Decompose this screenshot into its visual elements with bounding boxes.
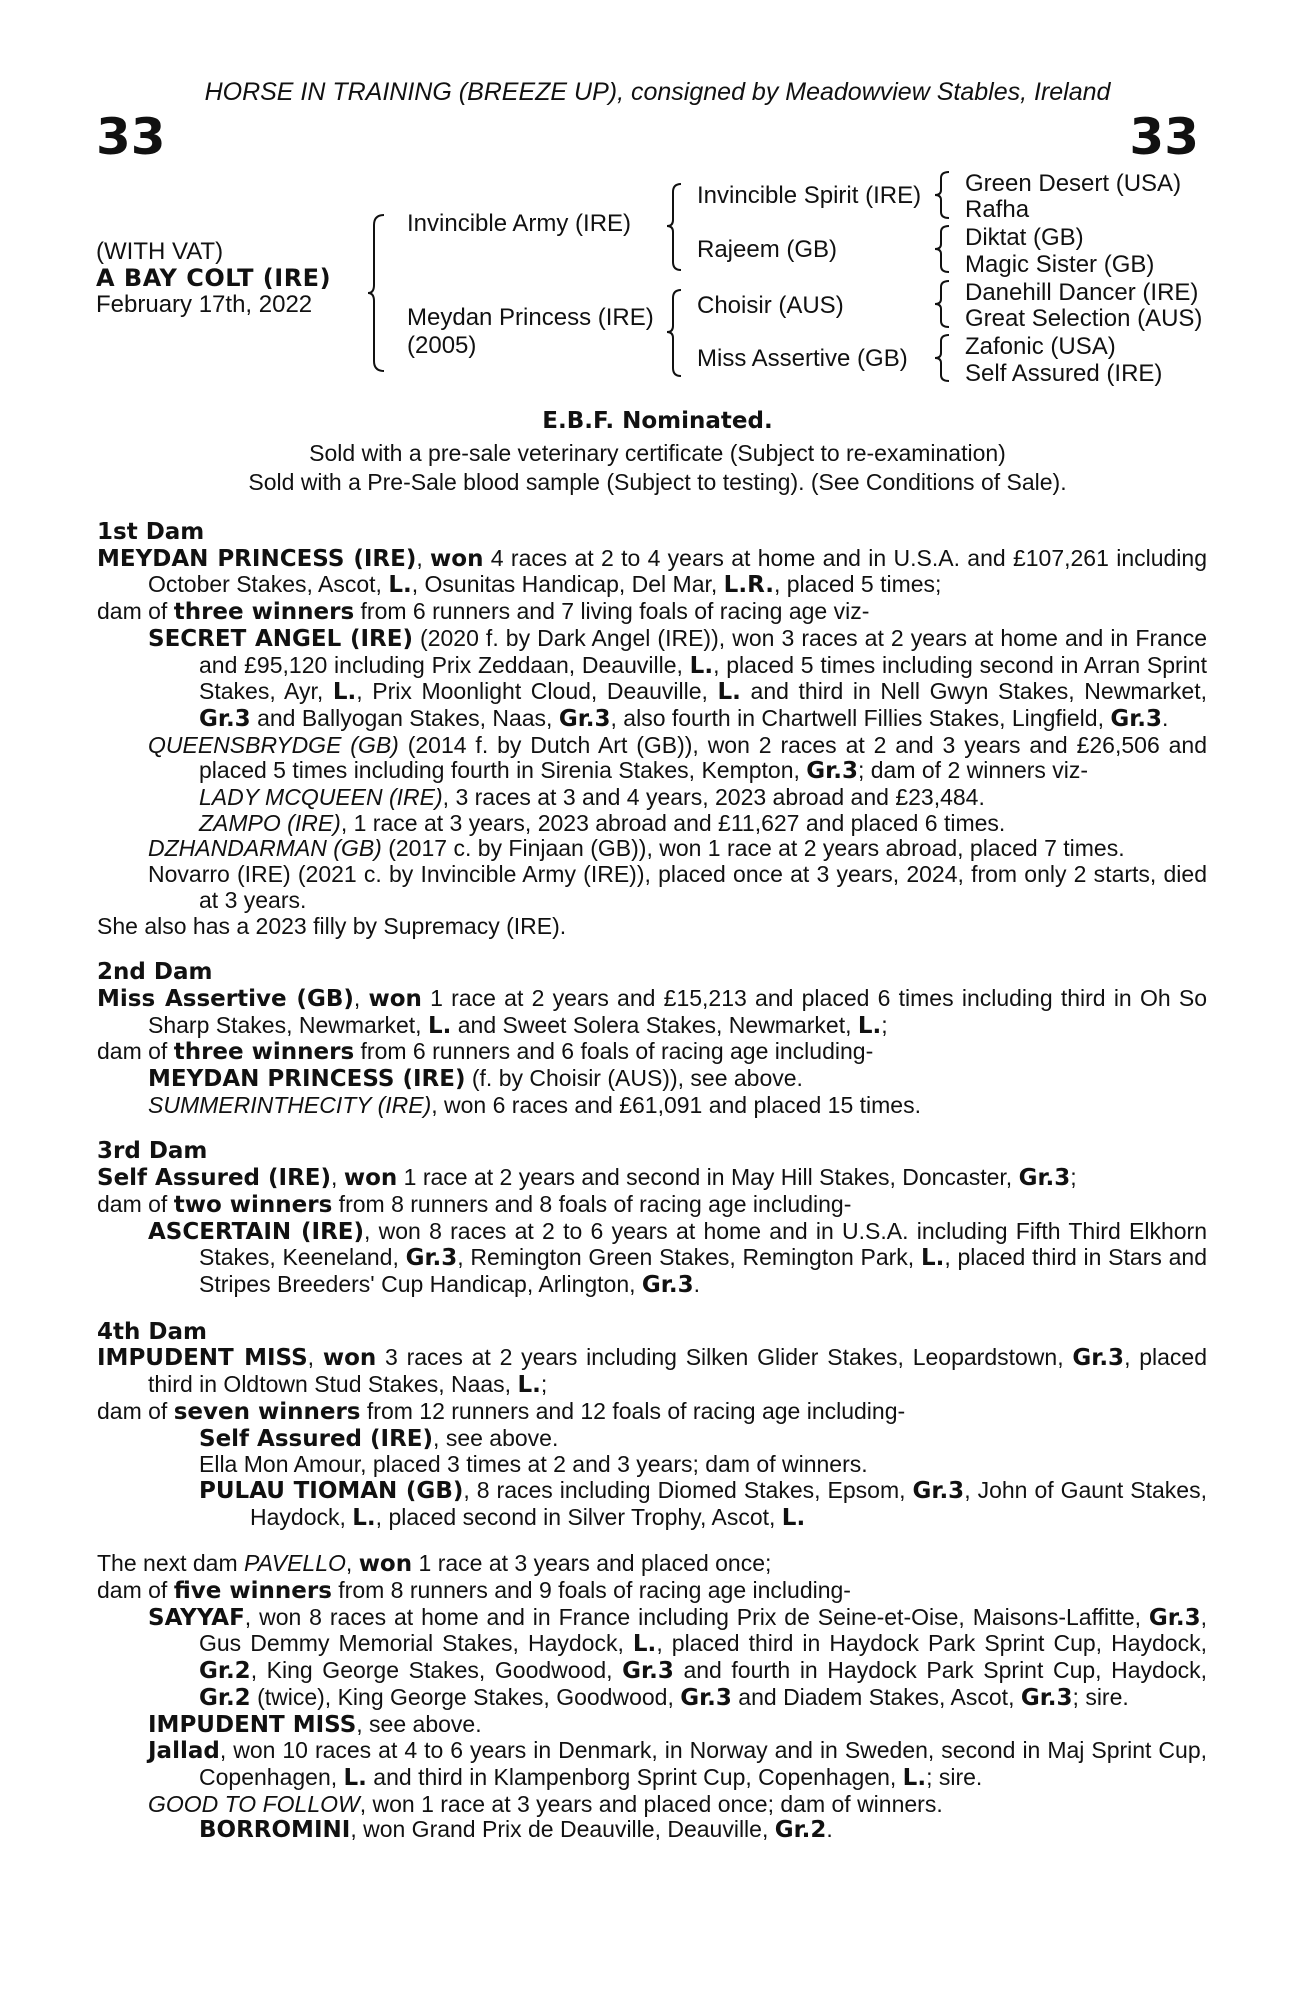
dam-entry: Miss Assertive (GB), won 1 race at 2 years and £15,213 and placed 6 times including third in Oh So Sharp Stakes, Newmarket, L. and Sweet Solera Stakes, Newmarket, L.; [97,984,1207,1039]
dam-entry: MEYDAN PRINCESS (IRE), won 4 races at 2 to 4 years at home and in U.S.A. and £107,261 including October Stakes, Ascot, L., Osunitas Handicap, Del Mar, L.R., placed 5 times; [97,544,1207,599]
lot-number-right: 33 [1129,108,1199,166]
pedigree-dam-year: (2005) [407,332,477,359]
dam-entry: Self Assured (IRE), won 1 race at 2 years and second in May Hill Stakes, Doncaster, Gr.3; [97,1164,1077,1192]
blood-sample-note: Sold with a Pre-Sale blood sample (Subject to testing). (See Conditions of Sale). [248,469,1067,495]
catalogue-heading: HORSE IN TRAINING (BREEZE UP), consigned by Meadowview Stables, Ireland [204,78,1111,106]
produce-entry: SUMMERINTHECITY (IRE), won 6 races and £61,091 and placed 15 times. [148,1091,921,1118]
pedigree-bracket [933,333,953,383]
pedigree-sire: Invincible Army (IRE) [407,210,632,237]
catalogue-body [97,520,1207,1844]
section-4th-dam: 4th Dam [97,1318,207,1345]
pedigree-sire-sire: Invincible Spirit (IRE) [697,182,922,209]
produce-note: She also has a 2023 filly by Supremacy (IRE). [97,912,567,939]
pedigree-dam-sire: Choisir (AUS) [697,292,844,319]
produce-summary: dam of three winners from 6 runners and 6 foals of racing age including- [97,1038,874,1066]
pedigree-bracket [366,213,388,373]
pedigree-sss: Green Desert (USA) [965,170,1182,197]
ebf-nominated: E.B.F. Nominated. [542,408,773,434]
vat-note: (WITH VAT) [96,238,224,265]
pedigree-ddd: Self Assured (IRE) [965,360,1163,387]
produce-entry: SAYYAF, won 8 races at home and in France including Prix de Seine-et-Oise, Maisons-Laffitte, Gr.3, Gus Demmy Memorial Stakes, Haydock, L., placed third in Haydock Park Sprint Cup, Haydock, Gr.2, King George Stakes, Goodwood, Gr.3 and fourth in Haydock Park Sprint Cup, Haydock, Gr.2 (twice), King George Stakes, Goodwood, Gr.3 and Diadem Stakes, Ascot, Gr.3; sire. [148,1603,1208,1711]
produce-entry: SECRET ANGEL (IRE) (2020 f. by Dark Angel (IRE)), won 3 races at 2 years at home and in France and £95,120 including Prix Zeddaan, Deauville, L., placed 5 times including second in Arran Sprint Stakes, Ayr, L., Prix Moonlight Cloud, Deauville, L. and third in Nell Gwyn Stakes, Newmarket, Gr.3 and Ballyogan Stakes, Naas, Gr.3, also fourth in Chartwell Fillies Stakes, Lingfield, Gr.3. [148,624,1207,732]
produce-entry: DZHANDARMAN (GB) (2017 c. by Finjaan (GB)), won 1 race at 2 years abroad, placed 7 times. [148,835,1125,862]
produce-entry: Ella Mon Amour, placed 3 times at 2 and 3 years; dam of winners. [199,1451,868,1478]
section-1st-dam: 1st Dam [97,519,205,545]
produce-summary: dam of two winners from 8 runners and 8 foals of racing age including- [97,1190,852,1218]
produce-entry: Jallad, won 10 races at 4 to 6 years in Denmark, in Norway and in Sweden, second in Maj Sprint Cup, Copenhagen, L. and third in Klampenborg Sprint Cup, Copenhagen, L.; sire. [148,1737,1207,1791]
horse-name: A BAY COLT (IRE) [96,264,332,292]
pedigree-sire-dam: Rajeem (GB) [697,236,838,263]
produce-summary: dam of three winners from 6 runners and 7 living foals of racing age viz- [97,598,870,626]
pedigree-bracket [933,224,953,274]
dam-entry: IMPUDENT MISS, won 3 races at 2 years including Silken Glider Stakes, Leopardstown, Gr.3, placed third in Oldtown Stud Stakes, Naas, L.; [97,1344,1207,1399]
pedigree-sds: Diktat (GB) [965,224,1084,251]
produce-entry: ASCERTAIN (IRE), won 8 races at 2 to 6 years at home and in U.S.A. including Fifth Third Elkhorn Stakes, Keeneland, Gr.3, Remington Green Stakes, Remington Park, L., placed third in Stars and Stripes Breeders' Cup Handicap, Arlington, Gr.3. [148,1217,1207,1298]
section-2nd-dam: 2nd Dam [97,959,213,986]
produce-summary: dam of seven winners from 12 runners and 12 foals of racing age including- [97,1397,906,1425]
next-dam-entry: The next dam PAVELLO, won 1 race at 3 years and placed once; [97,1550,772,1578]
pedigree-bracket [665,288,685,378]
pedigree-dsd: Great Selection (AUS) [965,305,1203,332]
produce-entry: Novarro (IRE) (2021 c. by Invincible Army (IRE)), placed once at 3 years, 2024, from only 2 starts, died at 3 years. [148,861,1207,913]
produce-entry: QUEENSBRYDGE (GB) (2014 f. by Dutch Art (GB)), won 2 races at 2 and 3 years and £26,506 and placed 5 times including fourth in Sirenia Stakes, Kempton, Gr.3; dam of 2 winners viz- [148,731,1207,785]
produce-entry: MEYDAN PRINCESS (IRE) (f. by Choisir (AUS)), see above. [148,1065,803,1093]
pedigree-ssd: Rafha [965,196,1030,223]
produce-entry: LADY MCQUEEN (IRE), 3 races at 3 and 4 years, 2023 abroad and £23,484. [199,784,985,811]
produce-entry: BORROMINI, won Grand Prix de Deauville, Deauville, Gr.2. [199,1816,833,1844]
pedigree-sdd: Magic Sister (GB) [965,251,1155,278]
vet-certificate-note: Sold with a pre-sale veterinary certificate (Subject to re-examination) [309,440,1006,466]
pedigree-dam-dam: Miss Assertive (GB) [697,345,908,372]
pedigree-bracket [665,182,685,272]
pedigree-dam: Meydan Princess (IRE) [407,304,654,331]
pedigree-dds: Zafonic (USA) [965,333,1116,360]
section-3rd-dam: 3rd Dam [97,1138,208,1165]
produce-entry: Self Assured (IRE), see above. [199,1424,559,1452]
foaling-date: February 17th, 2022 [96,291,313,318]
produce-summary: dam of five winners from 8 runners and 9 foals of racing age including- [97,1577,851,1605]
produce-entry: IMPUDENT MISS, see above. [148,1710,482,1738]
pedigree-dss: Danehill Dancer (IRE) [965,279,1199,306]
produce-entry: PULAU TIOMAN (GB), 8 races including Diomed Stakes, Epsom, Gr.3, John of Gaunt Stakes, Haydock, L., placed second in Silver Trophy, Ascot, L. [199,1476,1207,1531]
pedigree-bracket [933,279,953,329]
produce-entry: ZAMPO (IRE), 1 race at 3 years, 2023 abroad and £11,627 and placed 6 times. [199,809,1006,836]
pedigree-bracket [933,170,953,220]
lot-number-left: 33 [96,108,166,166]
produce-entry: GOOD TO FOLLOW, won 1 race at 3 years and placed once; dam of winners. [148,1790,943,1817]
